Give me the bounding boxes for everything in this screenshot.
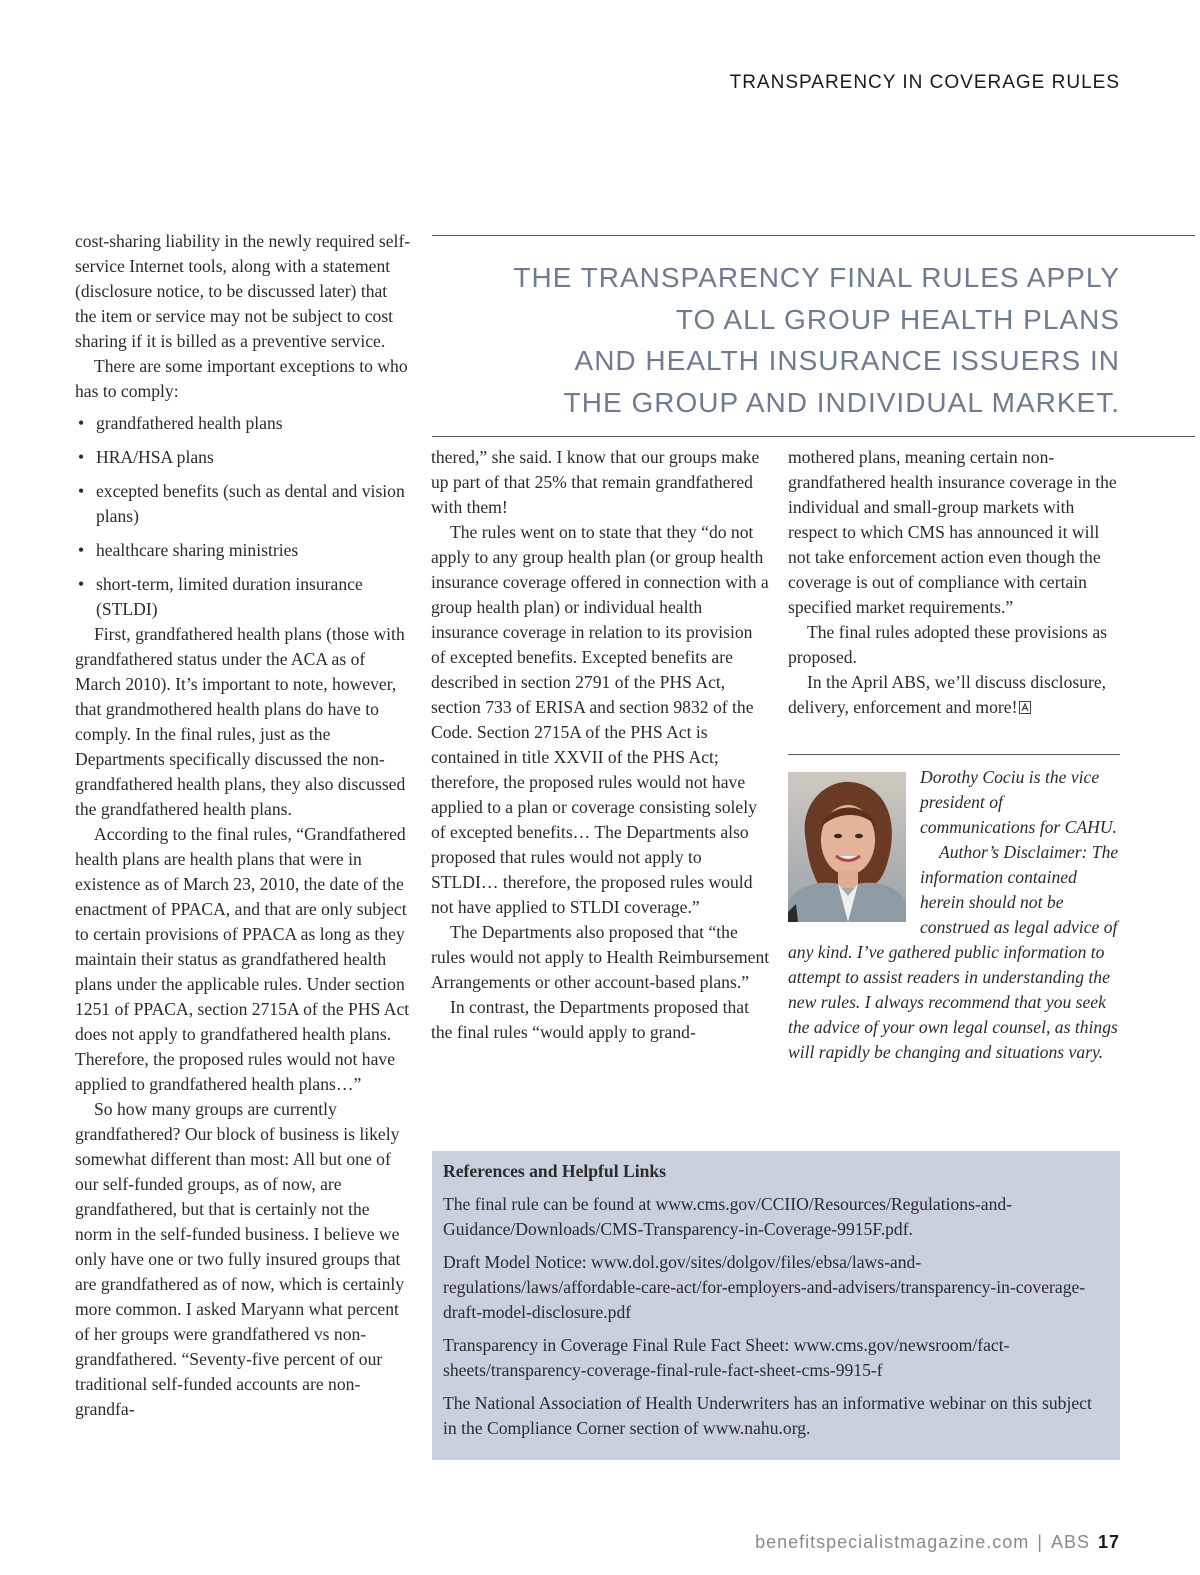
end-mark-icon <box>1019 701 1031 714</box>
author-divider <box>788 754 1120 755</box>
article-column-3 <box>788 445 1120 720</box>
reference-item: The final rule can be found at www.cms.gov/CCIIO/Resources/Regulations-and-Guidance/Downloads/CMS-Transparency-in-Coverage-9915F.pdf. <box>443 1194 1013 1239</box>
author-bio-text: Dorothy Cociu is the vice president of communications for CAHU. <box>920 767 1117 837</box>
author-bio <box>788 765 1120 1065</box>
bullet-icon: • <box>78 413 85 433</box>
pull-quote-text: THE TRANSPARENCY FINAL RULES APPLY TO ALL GROUP HEALTH PLANS AND HEALTH INSURANCE ISSUERS IN THE GROUP AND INDIVIDUAL MARKET. <box>513 262 1120 418</box>
pull-quote <box>432 235 1195 437</box>
list-item: • HRA/HSA plans <box>75 445 411 470</box>
footer-separator: | <box>1037 1532 1043 1552</box>
paragraph: In the April ABS, we’ll discuss disclosure, delivery, enforcement and more! <box>788 672 1107 717</box>
article-column-2 <box>431 445 771 1045</box>
footer-site: benefitspecialistmagazine.com <box>755 1532 1030 1552</box>
list-item: • healthcare sharing ministries <box>75 538 411 563</box>
paragraph: thered,” she said. I know that our groups make up part of that 25% that remain grandfathered with them! <box>431 447 760 517</box>
bullet-icon: • <box>78 574 85 594</box>
list-item: • grandfathered health plans <box>75 411 411 436</box>
paragraph: In contrast, the Departments proposed that the final rules “would apply to grand- <box>431 997 750 1042</box>
references-box <box>432 1151 1120 1460</box>
page-number: 17 <box>1097 1532 1120 1552</box>
paragraph: The Departments also proposed that “the rules would not apply to Health Reimbursement Arrangements or other account-based plans.” <box>431 922 770 992</box>
paragraph: There are some important exceptions to who has to comply: <box>75 356 408 401</box>
reference-item: Transparency in Coverage Final Rule Fact Sheet: www.cms.gov/newsroom/fact-sheets/transparency-coverage-final-rule-fact-sheet-cms-9915-f <box>443 1335 1010 1380</box>
list-item: • excepted benefits (such as dental and vision plans) <box>78 481 405 526</box>
paragraph: mothered plans, meaning certain non-grandfathered health insurance coverage in the individual and small-group markets with respect to which CMS has announced it will not take enforcement action even though the coverage is out of compliance with certain specified market requirements.” <box>788 447 1117 617</box>
paragraph: The rules went on to state that they “do not apply to any group health plan (or group health insurance coverage offered in connection with a group health plan) or individual health insurance coverage in relation to its provision of excepted benefits. Excepted benefits are described in section 2791 of the PHS Act, section 733 of ERISA and section 9832 of the Code. Section 2715A of the PHS Act is contained in title XXVII of the PHS Act; therefore, the proposed rules would not have applied to a plan or coverage consisting solely of excepted benefits… The Departments also proposed that rules would not apply to STLDI… therefore, the proposed rules would not have applied to STLDI coverage.” <box>431 522 769 917</box>
exceptions-list <box>75 411 411 622</box>
article-column-1 <box>75 229 411 1422</box>
footer-magazine: ABS <box>1050 1532 1090 1552</box>
list-item: • short-term, limited duration insurance (STLDI) <box>78 574 363 619</box>
bullet-icon: • <box>78 447 85 467</box>
paragraph: The final rules adopted these provisions as proposed. <box>788 622 1107 667</box>
paragraph: So how many groups are currently grandfathered? Our block of business is likely somewhat different than most: All but one of our self-funded groups, as of now, are grandfathered, but that is certainly not the norm in the self-funded business. I believe we only have one or two fully insured groups that are grandfathered as of now, which is certainly more common. I asked Maryann what percent of her groups were grandfathered vs non-grandfathered. “Seventy-five percent of our traditional self-funded accounts are non-grandfa- <box>75 1099 405 1419</box>
reference-item: Draft Model Notice: www.dol.gov/sites/dolgov/files/ebsa/laws-and-regulations/laws/affordable-care-act/for-employers-and-advisers/transparency-in-coverage-draft-model-disclosure.pdf <box>443 1252 1086 1322</box>
page-footer <box>755 1532 1120 1553</box>
running-header: TRANSPARENCY IN COVERAGE RULES <box>729 72 1120 93</box>
paragraph: First, grandfathered health plans (those with grandfathered status under the ACA as of March 2010). It’s important to note, however, that grandmothered health plans do have to comply. In the final rules, just as the Departments specifically discussed the non-grandfathered health plans, they also discussed the grandfathered health plans. <box>75 624 406 819</box>
reference-item: The National Association of Health Underwriters has an informative webinar on this subject in the Compliance Corner section of www.nahu.org. <box>443 1393 1092 1438</box>
bullet-icon: • <box>78 481 85 501</box>
author-disclaimer: Author’s Disclaimer: The information contained herein should not be construed as legal advice of any kind. I’ve gathered public information to attempt to assist readers in understanding the new rules. I always recommend that you seek the advice of your own legal counsel, as things will rapidly be changing and situations vary. <box>788 842 1119 1062</box>
references-title: References and Helpful Links <box>443 1161 667 1181</box>
paragraph: According to the final rules, “Grandfathered health plans are health plans that were in existence as of March 23, 2010, the date of the enactment of PPACA, and that are only subject to certain provisions of PPACA as long as they maintain their status as grandfathered health plans under the applicable rules. Under section 1251 of PPACA, section 2715A of the PHS Act does not apply to grandfathered health plans. Therefore, the proposed rules would not have applied to grandfathered health plans…” <box>75 824 410 1094</box>
bullet-icon: • <box>78 540 85 560</box>
paragraph: cost-sharing liability in the newly required self-service Internet tools, along with a statement (disclosure notice, to be discussed later) that the item or service may not be subject to cost sharing if it is billed as a preventive service. <box>75 231 411 351</box>
